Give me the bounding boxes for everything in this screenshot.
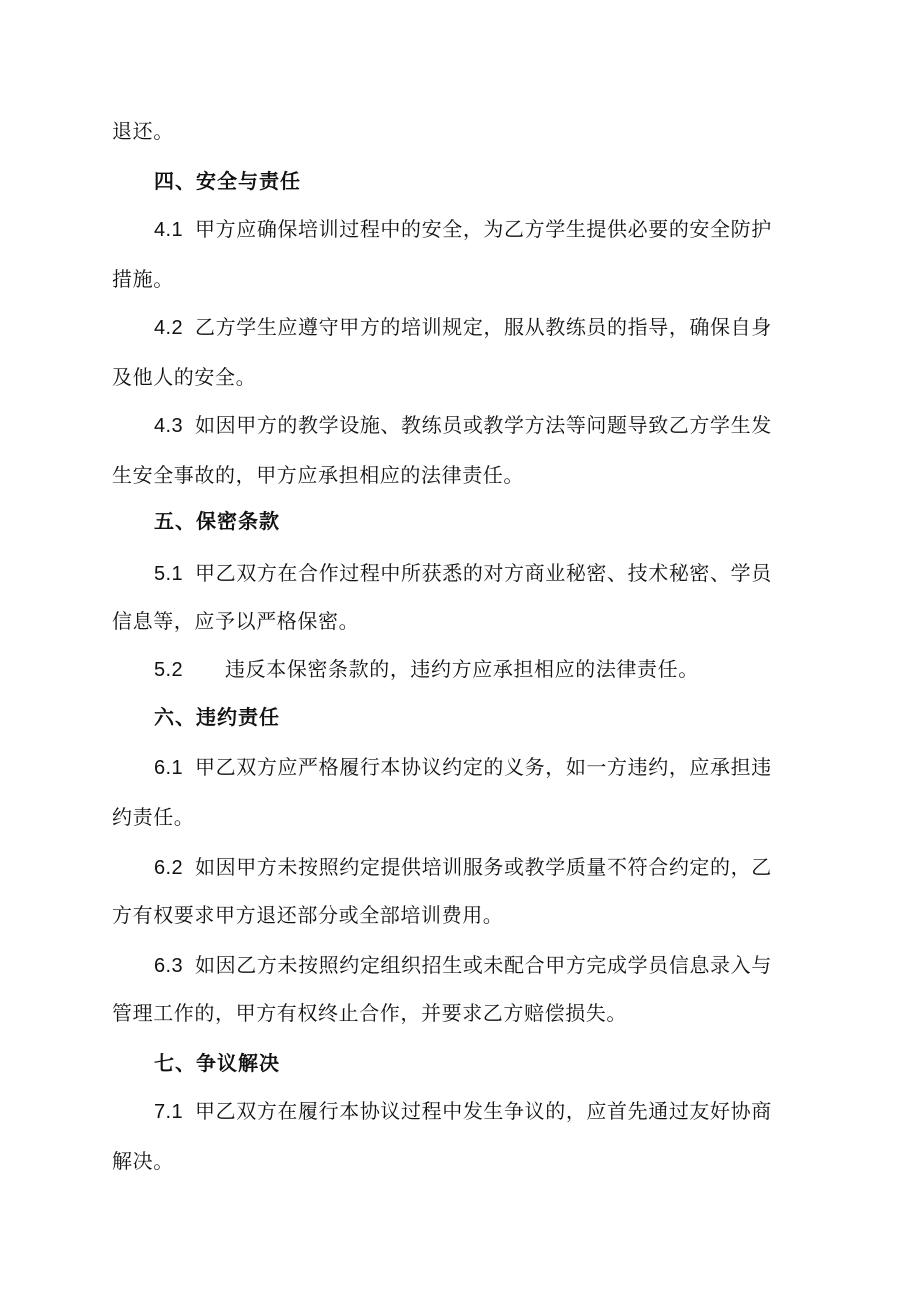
continuation-line: 退还。 [112, 119, 174, 143]
clause-line [154, 560, 772, 587]
clause-number: 5.2 [154, 659, 184, 681]
clause-text: 如因乙方未按照约定组织招生或未配合甲方完成学员信息录入与 [195, 953, 772, 977]
clause-text: 乙方学生应遵守甲方的培训规定，服从教练员的指导，确保自身 [195, 315, 772, 339]
clause-text: 甲乙双方在履行本协议过程中发生争议的，应首先通过友好协商 [195, 1099, 772, 1123]
clause-number: 6.3 [154, 955, 184, 977]
clause-line [154, 412, 772, 439]
clause-text: 甲方应确保培训过程中的安全，为乙方学生提供必要的安全防护 [195, 217, 772, 241]
clause-text: 甲乙双方在合作过程中所获悉的对方商业秘密、技术秘密、学员 [195, 561, 772, 585]
section-heading: 七、争议解决 [154, 1051, 280, 1075]
clause-number: 4.3 [154, 415, 184, 437]
clause-line [154, 952, 772, 979]
section-heading: 四、安全与责任 [154, 169, 301, 193]
section-heading: 六、违约责任 [154, 705, 280, 729]
continuation-line: 管理工作的，甲方有权终止合作，并要求乙方赔偿损失。 [112, 1001, 627, 1025]
clause-line [154, 754, 772, 781]
continuation-line: 信息等，应予以严格保密。 [112, 609, 360, 633]
clause-number: 6.2 [154, 857, 184, 879]
continuation-line: 措施。 [112, 267, 174, 291]
clause-text: 违反本保密条款的，违约方应承担相应的法律责任。 [225, 657, 699, 681]
clause-number: 4.1 [154, 219, 184, 241]
clause-number: 5.1 [154, 563, 184, 585]
clause-number: 7.1 [154, 1101, 184, 1123]
continuation-line: 方有权要求甲方退还部分或全部培训费用。 [112, 903, 504, 927]
clause-line [154, 216, 772, 243]
clause-text: 甲乙双方应严格履行本协议约定的义务，如一方违约，应承担违 [195, 755, 772, 779]
clause-number: 4.2 [154, 317, 184, 339]
section-heading: 五、保密条款 [154, 509, 280, 533]
clause-line [154, 1098, 772, 1125]
continuation-line: 约责任。 [112, 805, 195, 829]
continuation-line: 生安全事故的，甲方应承担相应的法律责任。 [112, 463, 524, 487]
clause-line [154, 314, 772, 341]
continuation-line: 及他人的安全。 [112, 365, 257, 389]
clause-text: 如因甲方未按照约定提供培训服务或教学质量不符合约定的，乙 [195, 855, 772, 879]
continuation-line: 解决。 [112, 1149, 174, 1173]
clause-line [154, 854, 772, 881]
clause-text: 如因甲方的教学设施、教练员或教学方法等问题导致乙方学生发 [195, 413, 772, 437]
clause-line [154, 656, 699, 683]
clause-number: 6.1 [154, 757, 184, 779]
